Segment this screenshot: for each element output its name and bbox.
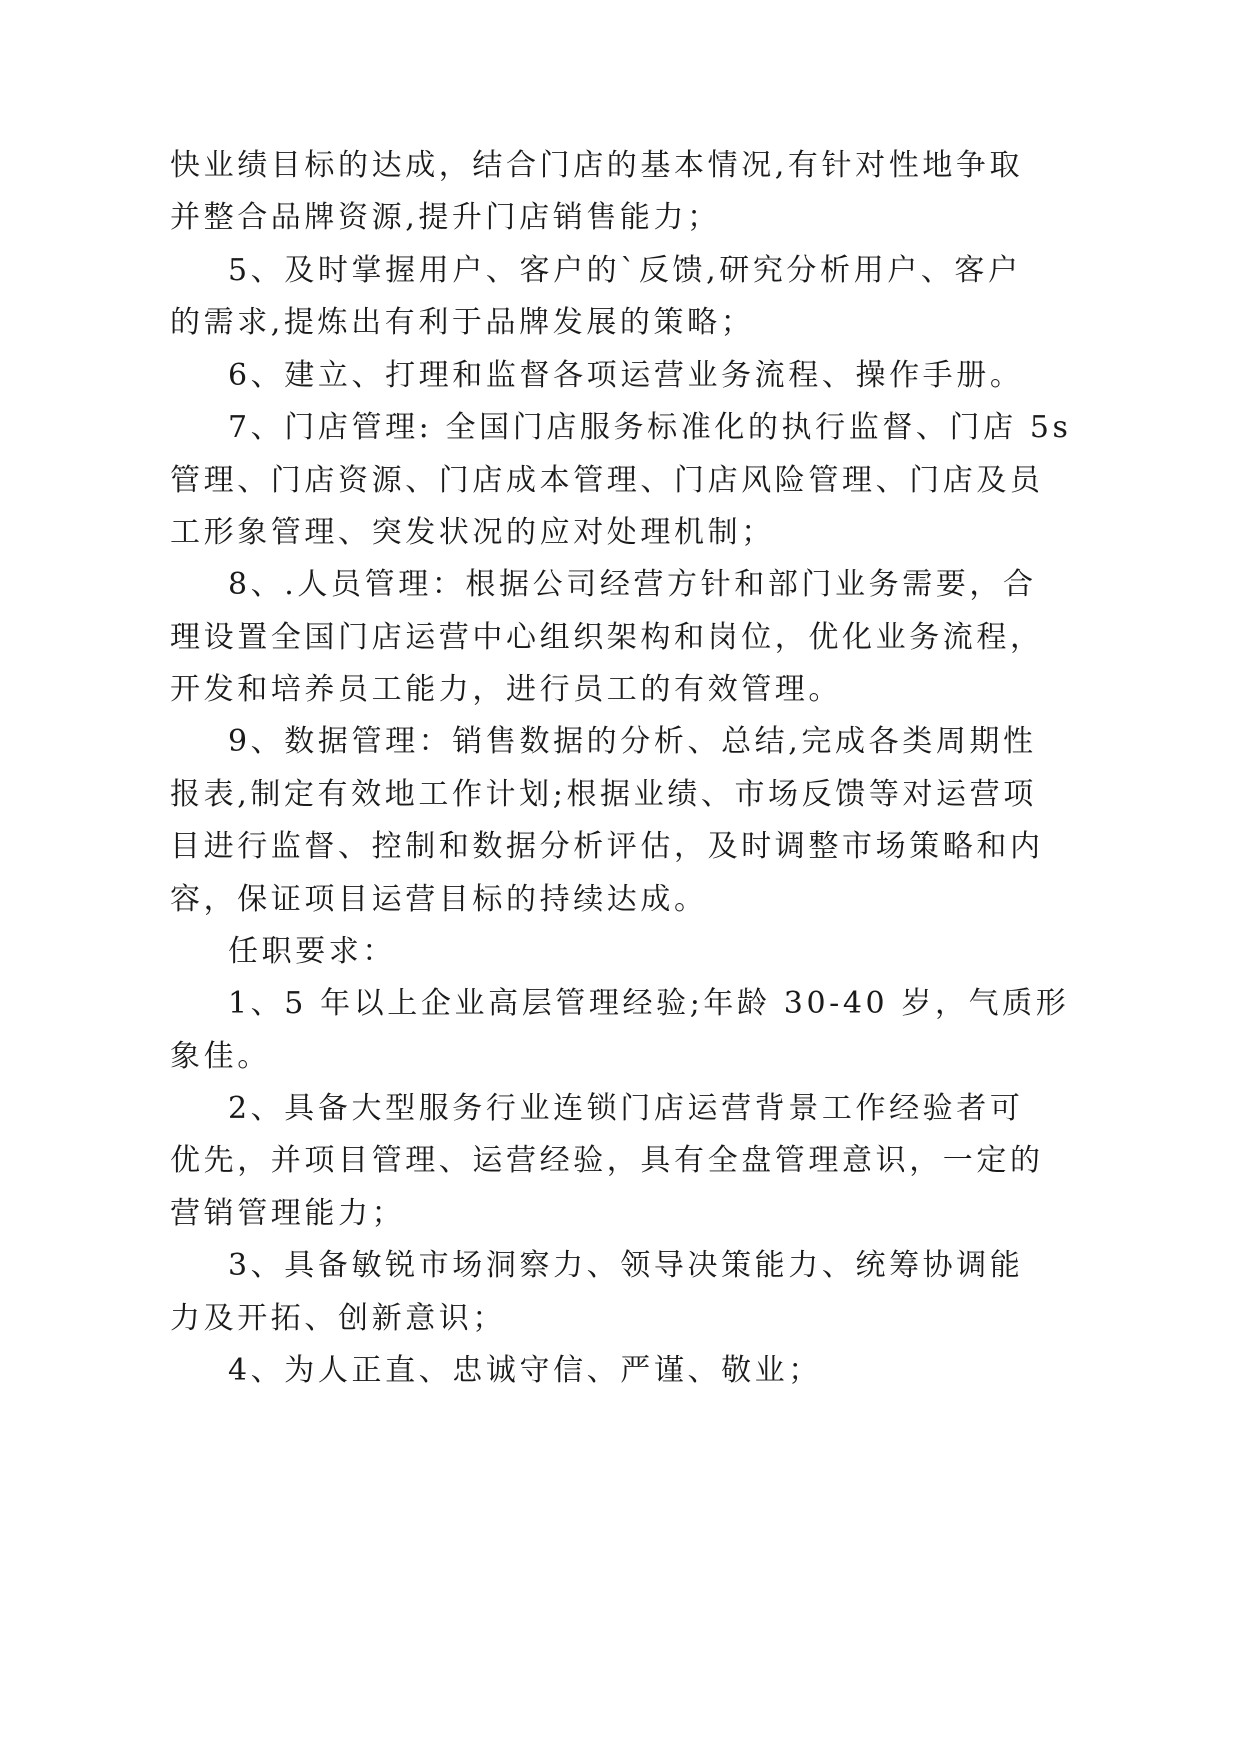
text-line: 开发和培养员工能力，进行员工的有效管理。 (170, 672, 842, 707)
text-line: 8、.人员管理：根据公司经营方针和部门业务需要，合 (228, 567, 1037, 602)
text-line: 象佳。 (170, 1039, 271, 1074)
section-heading: 任职要求： (228, 934, 396, 969)
text-line: 容，保证项目运营目标的持续达成。 (170, 882, 708, 917)
text-line: 理设置全国门店运营中心组织架构和岗位，优化业务流程， (170, 620, 1044, 655)
text-line: 2、具备大型服务行业连锁门店运营背景工作经验者可 (228, 1091, 1024, 1126)
text-line: 目进行监督、控制和数据分析评估，及时调整市场策略和内 (170, 829, 1044, 864)
text-line: 管理、门店资源、门店成本管理、门店风险管理、门店及员 (170, 463, 1044, 498)
text-line: 报表,制定有效地工作计划;根据业绩、市场反馈等对运营项 (170, 777, 1037, 812)
text-line: 并整合品牌资源,提升门店销售能力； (170, 200, 721, 235)
text-line: 4、为人正直、忠诚守信、严谨、敬业； (228, 1353, 822, 1388)
text-line: 的需求,提炼出有利于品牌发展的策略； (170, 305, 755, 340)
text-line: 3、具备敏锐市场洞察力、领导决策能力、统筹协调能 (228, 1248, 1024, 1283)
text-line: 7、门店管理: 全国门店服务标准化的执行监督、门店 5s (228, 410, 1072, 445)
text-line: 营销管理能力； (170, 1196, 406, 1231)
text-line: 优先，并项目管理、运营经验，具有全盘管理意识，一定的 (170, 1143, 1044, 1178)
text-line: 力及开拓、创新意识； (170, 1301, 506, 1336)
text-line: 6、建立、打理和监督各项运营业务流程、操作手册。 (228, 358, 1024, 393)
text-line: 快业绩目标的达成，结合门店的基本情况,有针对性地争取 (170, 148, 1024, 183)
text-line: 工形象管理、突发状况的应对处理机制； (170, 515, 775, 550)
text-line: 9、数据管理：销售数据的分析、总结,完成各类周期性 (228, 724, 1037, 759)
text-line: 1、5 年以上企业高层管理经验;年龄 30-40 岁，气质形 (228, 986, 1070, 1021)
text-line: 5、及时掌握用户、客户的`反馈,研究分析用户、客户 (228, 253, 1022, 288)
